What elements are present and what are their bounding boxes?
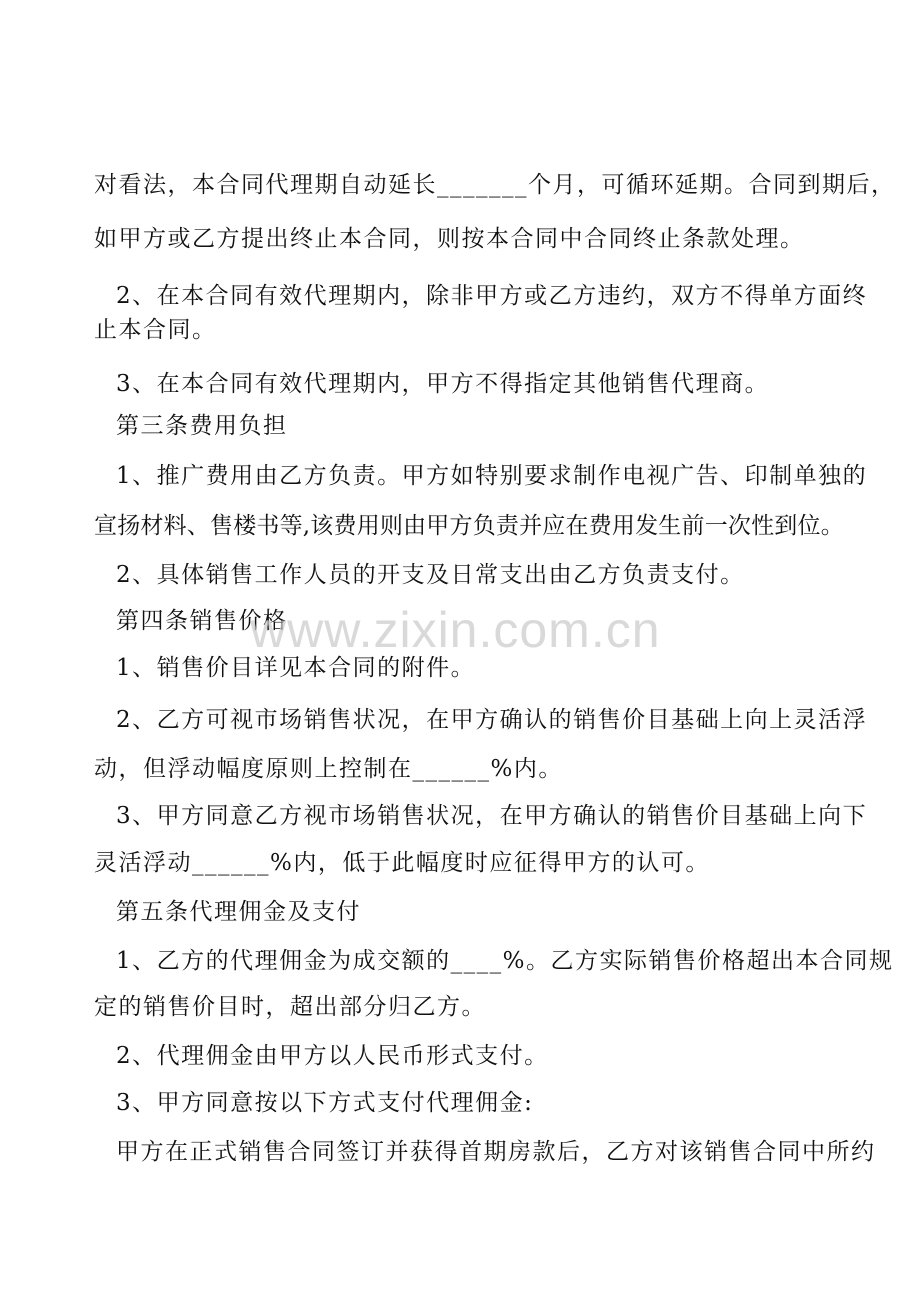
- paragraph-line: 1、推广费用由乙方负责。甲方如特别要求制作电视广告、印制单独的: [116, 463, 868, 489]
- paragraph-line: 2、代理佣金由甲方以人民币形式支付。: [116, 1043, 549, 1069]
- paragraph-line: 2、在本合同有效代理期内，除非甲方或乙方违约，双方不得单方面终: [116, 283, 868, 309]
- watermark: www.zixin.com.cn: [250, 602, 661, 658]
- paragraph-line: 甲方在正式销售合同签订并获得首期房款后，乙方对该销售合同中所约: [116, 1139, 876, 1165]
- section-heading: 第五条代理佣金及支付: [116, 899, 361, 925]
- paragraph-line: 3、甲方同意按以下方式支付代理佣金:: [116, 1090, 534, 1116]
- paragraph-line: 定的销售价目时，超出部分归乙方。: [94, 994, 486, 1020]
- paragraph-line: 3、甲方同意乙方视市场销售状况，在甲方确认的销售价目基础上向下: [116, 803, 868, 829]
- paragraph-line: 对看法，本合同代理期自动延长_______个月，可循环延期。合同到期后，: [94, 172, 896, 198]
- paragraph-line: 灵活浮动______%内，低于此幅度时应征得甲方的认可。: [94, 850, 710, 876]
- paragraph-line: 2、具体销售工作人员的开支及日常支出由乙方负责支付。: [116, 562, 745, 588]
- paragraph-line: 1、乙方的代理佣金为成交额的____%。乙方实际销售价格超出本合同规: [116, 948, 894, 974]
- section-heading: 第三条费用负担: [116, 413, 288, 439]
- paragraph-line: 2、乙方可视市场销售状况，在甲方确认的销售价目基础上向上灵活浮: [116, 707, 868, 733]
- section-heading: 第四条销售价格: [116, 608, 288, 634]
- paragraph-line: 1、销售价目详见本合同的附件。: [116, 655, 476, 681]
- paragraph-line: 宣扬材料、售楼书等,该费用则由甲方负责并应在费用发生前一次性到位。: [94, 513, 844, 539]
- paragraph-line: 如甲方或乙方提出终止本合同，则按本合同中合同终止条款处理。: [94, 226, 805, 252]
- paragraph-line: 动，但浮动幅度原则上控制在______%内。: [94, 756, 563, 782]
- paragraph-line: 3、在本合同有效代理期内，甲方不得指定其他销售代理商。: [116, 371, 770, 397]
- paragraph-line: 止本合同。: [94, 317, 217, 343]
